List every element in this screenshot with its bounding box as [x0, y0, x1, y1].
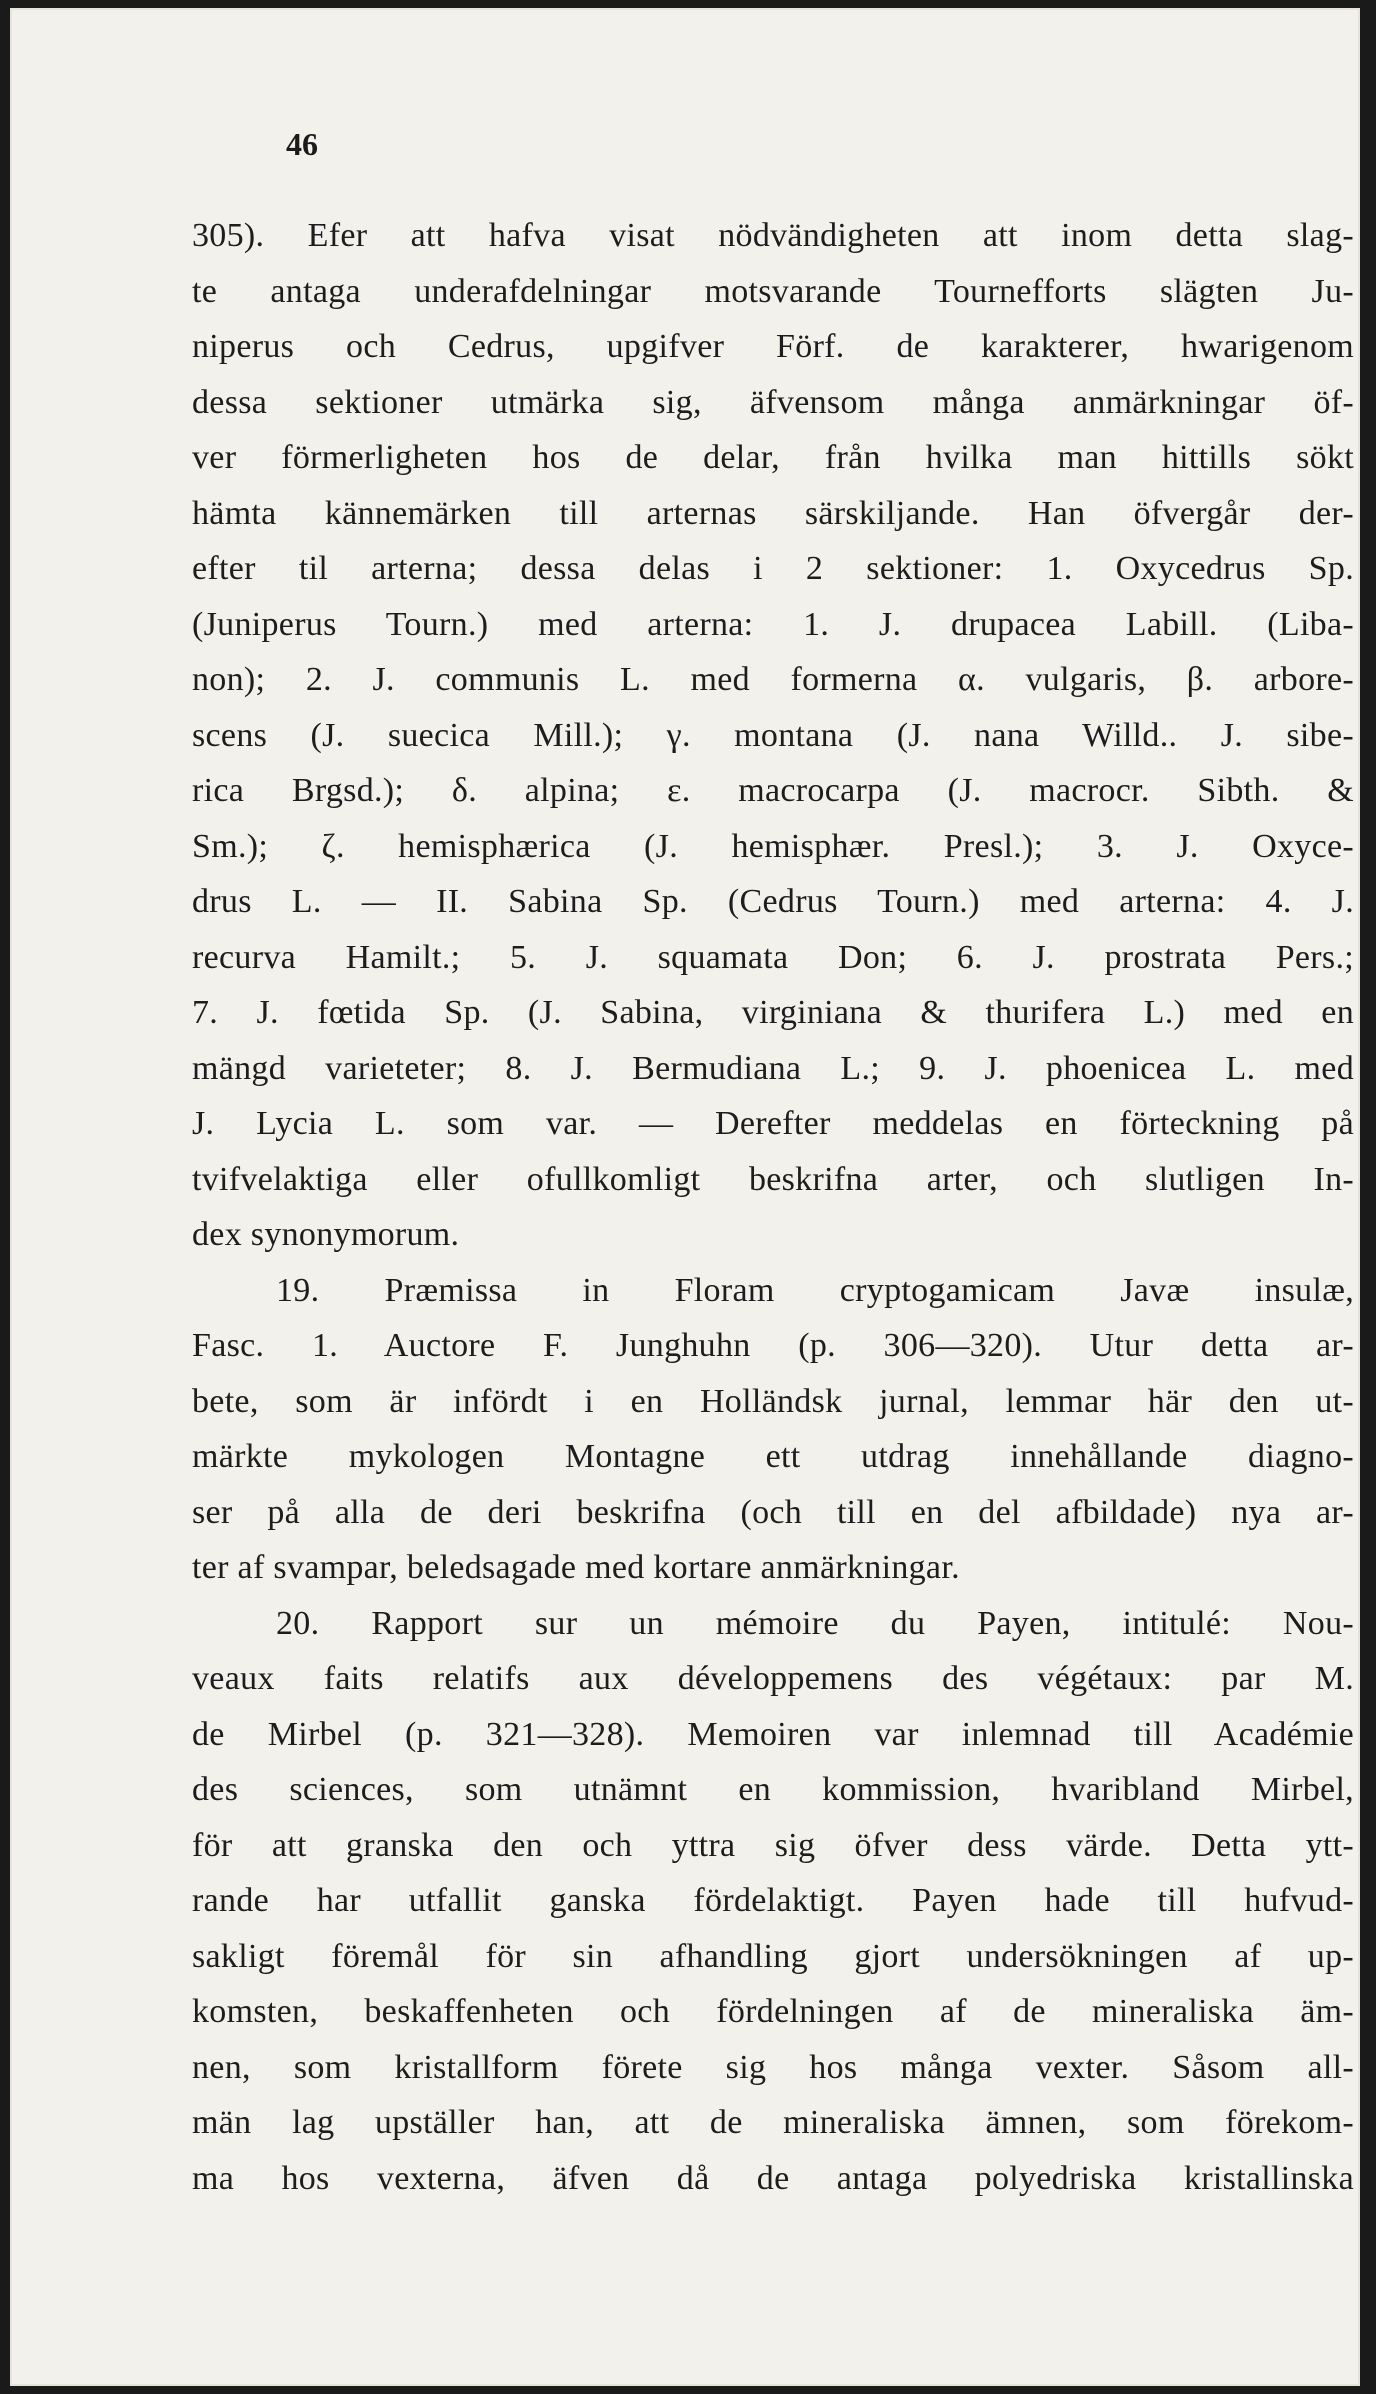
- text-line: sakligt föremål för sin afhandling gjort undersökningen af up-: [192, 1937, 1354, 1975]
- text-line: 305). Efer att hafva visat nödvändigheten att inom detta slag-: [192, 217, 1354, 254]
- text-line: nen, som kristallform förete sig hos många vexter. Såsom all-: [192, 2048, 1354, 2086]
- text-line: rica Brgsd.); δ. alpina; ε. macrocarpa (J. macrocr. Sibth. &: [192, 772, 1354, 809]
- text-line: komsten, beskaffenheten och fördelningen af de mineraliska äm-: [192, 1993, 1354, 2030]
- text-line: tvifvelaktiga eller ofullkomligt beskrifna arter, och slutligen In-: [192, 1160, 1354, 1198]
- page-number: 46: [286, 126, 318, 162]
- text-line: scens (J. suecica Mill.); γ. montana (J. nana Willd.. J. sibe-: [192, 716, 1354, 754]
- text-line: ter af svampar, beledsagade med kortare anmärkningar.: [192, 1549, 960, 1586]
- text-line: ser på alla de deri beskrifna (och till en del afbildade) nya ar-: [192, 1493, 1354, 1531]
- text-line: recurva Hamilt.; 5. J. squamata Don; 6. J. prostrata Pers.;: [192, 938, 1354, 976]
- text-line: non); 2. J. communis L. med formerna α. vulgaris, β. arbore-: [192, 661, 1354, 698]
- text-line: drus L. — II. Sabina Sp. (Cedrus Tourn.) med arterna: 4. J.: [192, 883, 1354, 920]
- text-line: Fasc. 1. Auctore F. Junghuhn (p. 306—320). Utur detta ar-: [192, 1327, 1354, 1364]
- text-line: ma hos vexterna, äfven då de antaga polyedriska kristallinska: [192, 2159, 1354, 2197]
- text-line: märkte mykologen Montagne ett utdrag innehållande diagno-: [192, 1438, 1354, 1475]
- text-line: 19. Præmissa in Floram cryptogamicam Javæ insulæ,: [276, 1271, 1354, 1309]
- text-line: mängd varieteter; 8. J. Bermudiana L.; 9. J. phoenicea L. med: [192, 1049, 1354, 1087]
- text-line: de Mirbel (p. 321—328). Memoiren var inlemnad till Académie: [192, 1715, 1354, 1753]
- text-line: des sciences, som utnämnt en kommission, hvaribland Mirbel,: [192, 1771, 1354, 1808]
- text-line: veaux faits relatifs aux développemens des végétaux: par M.: [192, 1660, 1354, 1697]
- text-line: niperus och Cedrus, upgifver Förf. de karakterer, hwarigenom: [192, 328, 1354, 365]
- body-text: [192, 208, 1354, 2206]
- document-page: [10, 8, 1360, 2386]
- text-line: ver förmerligheten hos de delar, från hvilka man hittills sökt: [192, 439, 1354, 476]
- text-line: efter til arterna; dessa delas i 2 sektioner: 1. Oxycedrus Sp.: [192, 550, 1354, 587]
- text-line: för att granska den och yttra sig öfver dess värde. Detta ytt-: [192, 1826, 1354, 1864]
- text-line: hämta kännemärken till arternas särskiljande. Han öfvergår der-: [192, 494, 1354, 532]
- text-line: Sm.); ζ. hemisphærica (J. hemisphær. Presl.); 3. J. Oxyce-: [192, 827, 1354, 865]
- text-line: J. Lycia L. som var. — Derefter meddelas en förteckning på: [192, 1105, 1354, 1142]
- text-line: dessa sektioner utmärka sig, äfvensom många anmärkningar öf-: [192, 383, 1354, 421]
- text-line: 7. J. fœtida Sp. (J. Sabina, virginiana & thurifera L.) med en: [192, 994, 1354, 1031]
- text-line: dex synonymorum.: [192, 1216, 460, 1253]
- text-line: 20. Rapport sur un mémoire du Payen, intitulé: Nou-: [276, 1604, 1354, 1642]
- text-line: (Juniperus Tourn.) med arterna: 1. J. drupacea Labill. (Liba-: [192, 605, 1354, 643]
- text-line: rande har utfallit ganska fördelaktigt. Payen hade till hufvud-: [192, 1882, 1354, 1919]
- text-line: män lag upställer han, att de mineraliska ämnen, som förekom-: [192, 2104, 1354, 2141]
- text-line: te antaga underafdelningar motsvarande Tournefforts slägten Ju-: [192, 272, 1354, 310]
- text-line: bete, som är infördt i en Holländsk jurnal, lemmar här den ut-: [192, 1382, 1354, 1420]
